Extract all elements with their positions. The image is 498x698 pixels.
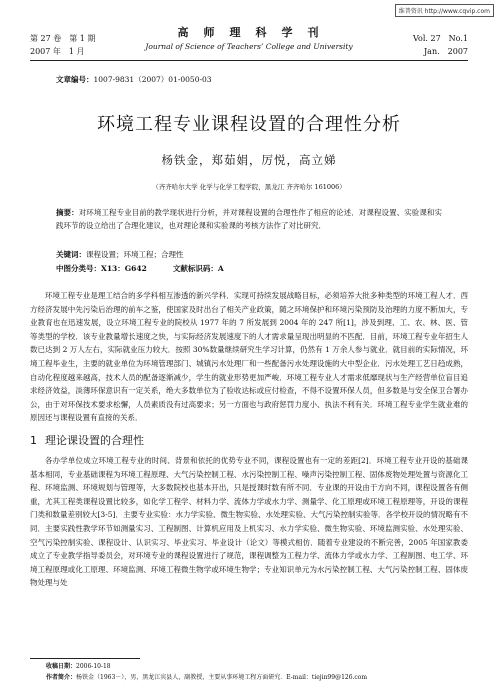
affiliation: （齐齐哈尔大学 化学与化学工程学院，黑龙江 齐齐哈尔 161006） [152, 183, 346, 191]
section-title: 理论课设置的合理性 [45, 434, 144, 447]
abstract-text: 对环境工程专业目前的教学现状进行分析，并对课程设置的合理性作了相应的论述．对课程设置、实验课和实践环节的设立给出了合理化建议，也对理论课和实验课的考核方法作了对比研究． [56, 208, 443, 230]
section-heading [30, 432, 144, 448]
received-value: 2006-10-18 [76, 663, 111, 670]
date-en: Jan. 2007 [423, 47, 468, 56]
volume-issue-en: Vol. 27 No.1 [413, 34, 468, 43]
intro-paragraph: 环境工程专业是理工结合的多学科相互渗透的新兴学科．实现可持续发展战略目标，必须培养大批多种类型的环境工程人才．西方经济发展中先污染后治理的前车之鉴，使国家及时出台了相关产业政策，随之环境保护和环境污染预防及治理的力度不断加大，专业教育也在迅速发展，设立环境工程专业的院校从 1977 年的 7 所发展到 2004 年的 247 所[1]，涉及到理、工、农、林、医、管等类型的学校．该专业教量增长速度之快，与实际经济发展速度下的人才需求量呈现出明显的不匹配．目前，环境工程专业年招生人数已达到 2 万人左右，实际就业压力较大．按照 30%数量继续研究生学习计算，仍然有 1 万余人参与就业．就目前的实际情况，环境工程毕业生，主要的就业单位为环境管理部门、城镇污水处理厂和一些配备污水处理设施的大中型企业．污水处理工艺日趋成熟，自动化程度越来越高，技术人员的配备逐渐减少，学生的就业形势更加严峻．环境工程专业人才需求低靡现状与生产经营单位盲目追求经济效益，淡薄环保意识有一定关系，绝大多数单位为了验收达标或应付检查，不得不设置环保人员，但多数是与安全保卫合署办公，由于对环保技术要求松懈，人员素质没有过高要求；另一方面也与政府惩罚力度小、执法不利有关．环境工程专业学生就业难的原因还与课程设置有直接的关系． [30, 291, 468, 423]
keywords-text: 课程设置；环境工程；合理性 [86, 250, 184, 259]
journal-name-cn: 高 师 理 科 学 刊 [177, 26, 321, 39]
journal-name-en: Journal of Science of Teachers’ College and University [145, 42, 353, 51]
repository-stamp: 维普资讯 http://www.cqvip.com [395, 4, 494, 17]
section-paragraph: 各办学单位成立环境工程专业的时间、背景和依托的优势专业不同，课程设置也有一定的差距[2]．环境工程专业开设的基础课基本相同，专业基础课程为环境工程原理、大气污染控制工程、水污染控制工程、噪声污染控制工程、固体废物处理处置与资源化工程、环境监测、环境规划与管理等，大多数院校也基本开出，只是授课时数有所不同．专业课的开设由于方向不同，课程设置各有侧重，尤其工程类课程设置比较多，如化学工程学、材料力学、流体力学或水力学、测量学、化工原理或环境工程原理等，开设的课程门类和数量差别较大[3-5]．主要专业实验：水力学实验、微生物实验、水处理实验、大气污染控制实验等．各学校开设的情况略有不同．主要实践性教学环节如测量实习、工程制图、计算机应用及上机实习、水力学实验、微生物实验、环境监测实验、水处理实验、空气污染控制实验、课程设计、认识实习、毕业实习、毕业设计（论文）等模式相仿．随着专业建设的不断完善，2005 年国家教委成立了专业教学指导委员会，对环境专业的课程设置进行了规范，课程调整为工程力学、流体力学或水力学、工程制图、电工学、环境工程原理或化工原理、环境监测、环境工程微生物学或环境生物学；专业知识单元为水污染控制工程、大气污染控制工程、固体废物处理与处 [30, 456, 468, 588]
author-bio-label: 作者简介： [46, 674, 77, 681]
authors: 杨铁金，郑茹娟，厉悦，高立娣 [161, 153, 337, 167]
journal-header [30, 20, 468, 61]
classification [56, 263, 442, 274]
abstract-label: 摘要： [56, 208, 79, 217]
doc-code-value: A [217, 264, 224, 273]
header-center [30, 26, 468, 54]
article-number-label: 文章编号： [56, 75, 94, 84]
section-number: 1 [30, 434, 37, 447]
abstract [56, 206, 442, 232]
article-number [56, 74, 212, 85]
received-date-footnote [46, 662, 468, 672]
clc-value: X13：G642 [101, 264, 147, 273]
footnote-divider [30, 658, 140, 659]
article-number-value: 1007-9831（2007）01-0050-03 [93, 75, 212, 84]
keywords [56, 249, 442, 260]
author-bio-value: 杨铁金（1963－），男，黑龙江宾县人，副教授，主要从事环境工程方面研究．E-mail：tiejin99@126.com [76, 674, 368, 681]
header-right [413, 32, 468, 58]
paper-title: 环境工程专业课程设置的合理性分析 [97, 114, 401, 135]
volume-issue-cn: 第 27 卷 第 1 期 [30, 34, 96, 43]
doc-code-label: 文献标识码： [172, 264, 218, 273]
keywords-label: 关键词： [56, 250, 86, 259]
clc-label: 中图分类号： [56, 264, 101, 273]
author-bio-footnote [46, 673, 468, 683]
received-label: 收稿日期： [46, 663, 77, 670]
date-cn: 2007 年 1 月 [30, 47, 85, 56]
